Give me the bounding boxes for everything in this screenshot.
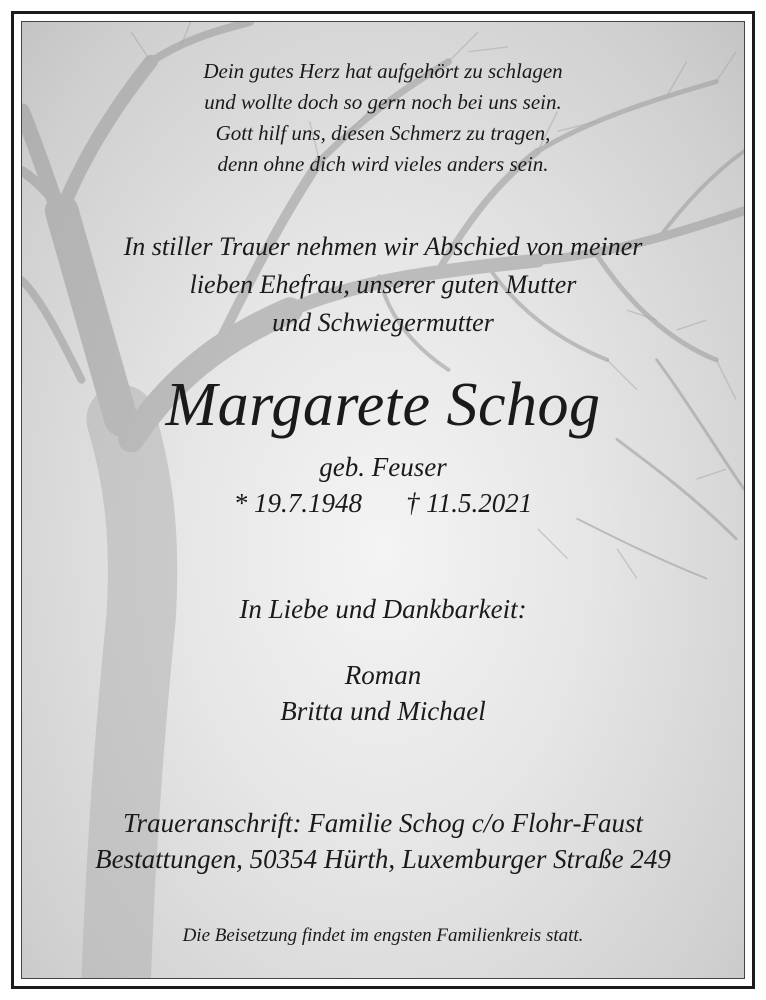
- intro-line: In stiller Trauer nehmen wir Abschied von meiner: [123, 232, 643, 261]
- poem: [22, 56, 744, 180]
- maiden-name: geb. Feuser: [319, 452, 447, 482]
- poem-line: und wollte doch so gern noch bei uns sein.: [204, 90, 562, 114]
- poem-line: denn ohne dich wird vieles anders sein.: [217, 152, 549, 176]
- address-line: Traueranschrift: Familie Schog c/o Flohr-Faust: [123, 808, 643, 838]
- address-line: Bestattungen, 50354 Hürth, Luxemburger Straße 249: [95, 844, 671, 874]
- farewell-intro: [22, 228, 744, 342]
- life-dates: [22, 486, 744, 520]
- intro-line: und Schwiegermutter: [272, 308, 494, 337]
- inner-frame: [21, 21, 745, 979]
- family-names: [22, 657, 744, 729]
- poem-line: Dein gutes Herz hat aufgehört zu schlagen: [203, 59, 563, 83]
- notice-content: [22, 22, 744, 978]
- thanks-heading: In Liebe und Dankbarkeit:: [239, 594, 527, 624]
- deceased-name: Margarete Schog: [165, 371, 601, 439]
- death-date: † 11.5.2021: [406, 488, 533, 518]
- birth-date: * 19.7.1948: [233, 488, 362, 518]
- outer-frame: [11, 11, 755, 989]
- intro-line: lieben Ehefrau, unserer guten Mutter: [189, 270, 577, 299]
- burial-note: Die Beisetzung findet im engsten Familienkreis statt.: [182, 925, 584, 946]
- mourning-address: [22, 805, 744, 877]
- poem-line: Gott hilf uns, diesen Schmerz zu tragen,: [215, 121, 551, 145]
- family-line: Britta und Michael: [280, 696, 486, 726]
- family-line: Roman: [344, 660, 422, 690]
